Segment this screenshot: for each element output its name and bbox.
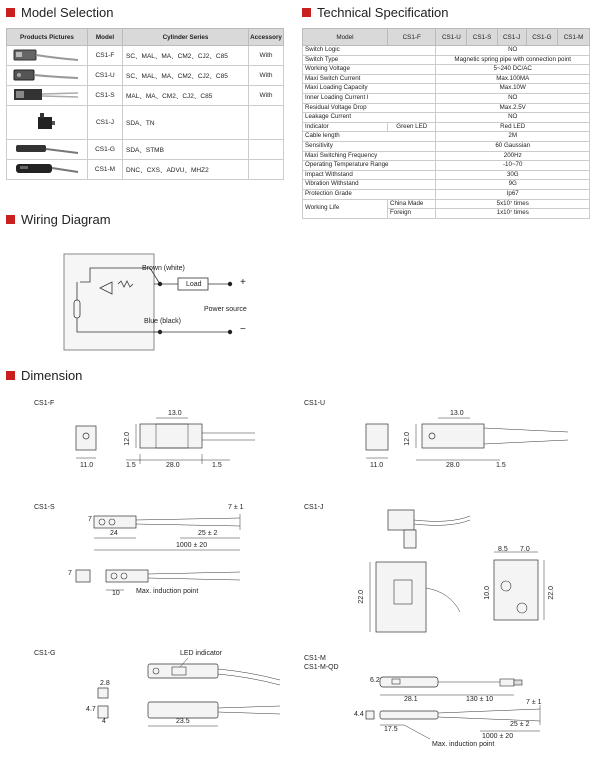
dimension-value: 7 ± 1 xyxy=(228,504,244,511)
spec-label: Maxi Loading Capacity xyxy=(303,84,436,94)
dimension-cs1-u xyxy=(300,398,580,478)
table-row xyxy=(303,113,590,123)
spec-label: Indicator xyxy=(303,122,388,132)
spec-label: Inner Loading Current I xyxy=(303,93,436,103)
spec-label: Maxi Switch Current xyxy=(303,74,436,84)
table-row xyxy=(303,65,590,75)
dimension-value: 24 xyxy=(110,530,118,537)
table-header-row xyxy=(7,29,284,46)
spec-value: Max.10W xyxy=(436,84,590,94)
cell-accessory: With xyxy=(249,66,284,86)
cell-model: CS1-J xyxy=(88,106,123,140)
table-row xyxy=(303,141,590,151)
header-cs1-f: CS1-F xyxy=(388,29,436,46)
cell-model: CS1-G xyxy=(88,140,123,160)
spec-label: Impact Withstand xyxy=(303,170,436,180)
spec-label: Working Voltage xyxy=(303,65,436,75)
spec-value: 2M xyxy=(436,132,590,142)
spec-label: Operating Temperature Range xyxy=(303,161,436,171)
dimension-cs1-j xyxy=(300,502,580,642)
induction-point-label: Max. induction point xyxy=(136,588,199,595)
spec-value: Max.100MA xyxy=(436,74,590,84)
dimension-value: 13.0 xyxy=(450,410,464,417)
working-life-label: Working Life xyxy=(305,204,340,212)
table-row xyxy=(303,132,590,142)
header-cs1-m: CS1-M xyxy=(558,29,590,46)
spec-value: NO xyxy=(436,113,590,123)
cell-accessory: With xyxy=(249,86,284,106)
product-picture xyxy=(7,106,88,140)
dimension-value: 1.5 xyxy=(126,462,136,469)
spec-value: -10~70 xyxy=(436,161,590,171)
spec-label: Leakage Current xyxy=(303,113,436,123)
dimension-cs1-s xyxy=(30,502,270,602)
spec-value: Magnetic spring pipe with connection point xyxy=(436,55,590,65)
product-picture xyxy=(7,66,88,86)
cell-series: SC、MAL、MA、CM2、CJ2、C85 xyxy=(123,66,249,86)
table-row xyxy=(303,103,590,113)
table-row xyxy=(303,199,590,209)
red-square-icon xyxy=(302,8,311,17)
product-picture xyxy=(7,140,88,160)
dimension-model-name: CS1-J xyxy=(304,504,324,511)
dimension-cs1-f xyxy=(30,398,270,478)
product-picture xyxy=(7,46,88,66)
dimension-model-name: CS1-S xyxy=(34,504,55,511)
header-cylinder-series: Cylinder Series xyxy=(123,29,249,46)
minus-sign: − xyxy=(240,324,246,335)
dimension-value: 28.1 xyxy=(404,696,418,703)
cell-series: SDA、STMB xyxy=(123,140,249,160)
header-model: Model xyxy=(88,29,123,46)
section-title-model-selection: Model Selection xyxy=(6,5,114,20)
dimension-model-name: CS1-F xyxy=(34,400,55,407)
dimension-value: 7.0 xyxy=(520,546,530,553)
cell-model: CS1-U xyxy=(88,66,123,86)
spec-value: Ip67 xyxy=(436,189,590,199)
table-row xyxy=(7,46,284,66)
china-made-value: 5x10⁷ times xyxy=(436,199,590,209)
spec-label: Protection Grade xyxy=(303,189,436,199)
cell-accessory: With xyxy=(249,46,284,66)
red-square-icon xyxy=(6,215,15,224)
red-square-icon xyxy=(6,371,15,380)
dimension-value: 1000 ± 20 xyxy=(176,542,208,549)
china-made-label: China Made xyxy=(388,199,436,209)
dimension-model-name: CS1-G xyxy=(34,650,56,657)
cell-model: CS1-F xyxy=(88,46,123,66)
load-label: Load xyxy=(186,281,202,288)
induction-point-label: Max. induction point xyxy=(432,741,495,748)
dimension-value: 25 ± 2 xyxy=(198,530,218,537)
cell-series: MAL、MA、CM2、CJ2、C85 xyxy=(123,86,249,106)
dimension-value: 8.5 xyxy=(498,546,508,553)
table-row xyxy=(303,46,590,56)
spec-value: 9G xyxy=(436,180,590,190)
spec-value: Red LED xyxy=(436,122,590,132)
cell-model: CS1-M xyxy=(88,160,123,180)
dimension-value: 4 xyxy=(102,718,106,725)
cell-accessory xyxy=(249,106,284,140)
dimension-value: 10.0 xyxy=(484,586,491,600)
cell-model: CS1-S xyxy=(88,86,123,106)
working-life-cell xyxy=(303,199,388,218)
table-row xyxy=(303,170,590,180)
dimension-value: 23.5 xyxy=(176,718,190,725)
dimension-cs1-g xyxy=(30,648,290,758)
table-row xyxy=(7,106,284,140)
table-row xyxy=(303,161,590,171)
model-selection-table xyxy=(6,28,284,180)
spec-label: Residual Voltage Drop xyxy=(303,103,436,113)
spec-label: Vibration Withstand xyxy=(303,180,436,190)
spec-label: Maxi Switching Frequency xyxy=(303,151,436,161)
header-cs1-s: CS1-S xyxy=(467,29,497,46)
spec-value: NO xyxy=(436,46,590,56)
table-row xyxy=(7,66,284,86)
dimension-value: 25 ± 2 xyxy=(510,721,530,728)
dimension-value: 1000 ± 20 xyxy=(482,733,514,740)
spec-value: 30G xyxy=(436,170,590,180)
dimension-value: 6.2 xyxy=(370,677,380,684)
table-row xyxy=(303,93,590,103)
section-title-wiring-diagram: Wiring Diagram xyxy=(6,212,111,227)
dimension-value: 2.8 xyxy=(100,680,110,687)
dimension-value: 13.0 xyxy=(168,410,182,417)
cell-accessory xyxy=(249,140,284,160)
table-row xyxy=(7,86,284,106)
cell-series: DNC、CXS、ADVU、MHZ2 xyxy=(123,160,249,180)
dimension-value: 1.5 xyxy=(496,462,506,469)
dimension-value: 10 xyxy=(112,590,120,597)
header-model: Model xyxy=(303,29,388,46)
header-accessory: Accessory xyxy=(249,29,284,46)
dimension-value: 11.0 xyxy=(370,462,384,469)
red-square-icon xyxy=(6,8,15,17)
section-title-dimension: Dimension xyxy=(6,368,82,383)
dimension-value: 12.0 xyxy=(404,432,411,446)
table-row xyxy=(303,180,590,190)
dimension-value: 22.0 xyxy=(548,586,555,600)
product-picture xyxy=(7,160,88,180)
dimension-value: 12.0 xyxy=(124,432,131,446)
foreign-label: Foreign xyxy=(388,209,436,219)
dimension-value: 4.4 xyxy=(354,711,364,718)
product-picture xyxy=(7,86,88,106)
spec-label: Switch Logic xyxy=(303,46,436,56)
wire-label-brown: Brown (white) xyxy=(142,265,185,272)
spec-value: 5~240 DC/AC xyxy=(436,65,590,75)
table-row xyxy=(303,122,590,132)
table-row xyxy=(7,140,284,160)
dimension-value: 7 xyxy=(88,516,92,523)
dimension-value: 11.0 xyxy=(80,462,94,469)
table-row xyxy=(303,74,590,84)
table-row xyxy=(7,160,284,180)
dimension-value: 28.0 xyxy=(446,462,460,469)
header-cs1-g: CS1-G xyxy=(526,29,557,46)
spec-label: Cable length xyxy=(303,132,436,142)
foreign-value: 1x10⁷ times xyxy=(436,209,590,219)
spec-value: 60 Gaussian xyxy=(436,141,590,151)
wiring-diagram xyxy=(60,248,280,356)
dimension-value: 7 xyxy=(68,570,72,577)
dimension-model-name-qd: CS1-M-QD xyxy=(304,664,339,671)
table-header-row xyxy=(303,29,590,46)
plus-sign: + xyxy=(240,277,246,288)
spec-value-green-led: Green LED xyxy=(388,122,436,132)
led-indicator-label: LED indicator xyxy=(180,650,223,657)
spec-label: Sensitivity xyxy=(303,141,436,151)
spec-value: 200Hz xyxy=(436,151,590,161)
dimension-value: 1.5 xyxy=(212,462,222,469)
dimension-value: 130 ± 10 xyxy=(466,696,494,703)
table-row xyxy=(303,151,590,161)
dimension-value: 22.0 xyxy=(358,590,365,604)
cell-series: SC、MAL、MA、CM2、CJ2、C85 xyxy=(123,46,249,66)
table-row xyxy=(303,55,590,65)
header-products-pictures: Products Pictures xyxy=(7,29,88,46)
spec-value: NO xyxy=(436,93,590,103)
wire-label-blue: Blue (black) xyxy=(144,318,181,325)
technical-specification-table xyxy=(302,28,590,219)
dimension-model-name: CS1-U xyxy=(304,400,326,407)
table-row xyxy=(303,84,590,94)
dimension-value: 28.0 xyxy=(166,462,180,469)
dimension-model-name: CS1-M xyxy=(304,655,326,662)
dimension-value: 4.7 xyxy=(86,706,96,713)
spec-label: Switch Type xyxy=(303,55,436,65)
table-row xyxy=(303,189,590,199)
power-source-label: Power source xyxy=(204,306,247,313)
header-cs1-u: CS1-U xyxy=(436,29,467,46)
dimension-value: 7 ± 1 xyxy=(526,699,542,706)
cell-series: SDA、TN xyxy=(123,106,249,140)
header-cs1-j: CS1-J xyxy=(497,29,526,46)
dimension-cs1-m xyxy=(300,655,590,770)
spec-value: Max.2.5V xyxy=(436,103,590,113)
cell-accessory xyxy=(249,160,284,180)
dimension-value: 17.5 xyxy=(384,726,398,733)
section-title-technical-specification: Technical Specification xyxy=(302,5,449,20)
